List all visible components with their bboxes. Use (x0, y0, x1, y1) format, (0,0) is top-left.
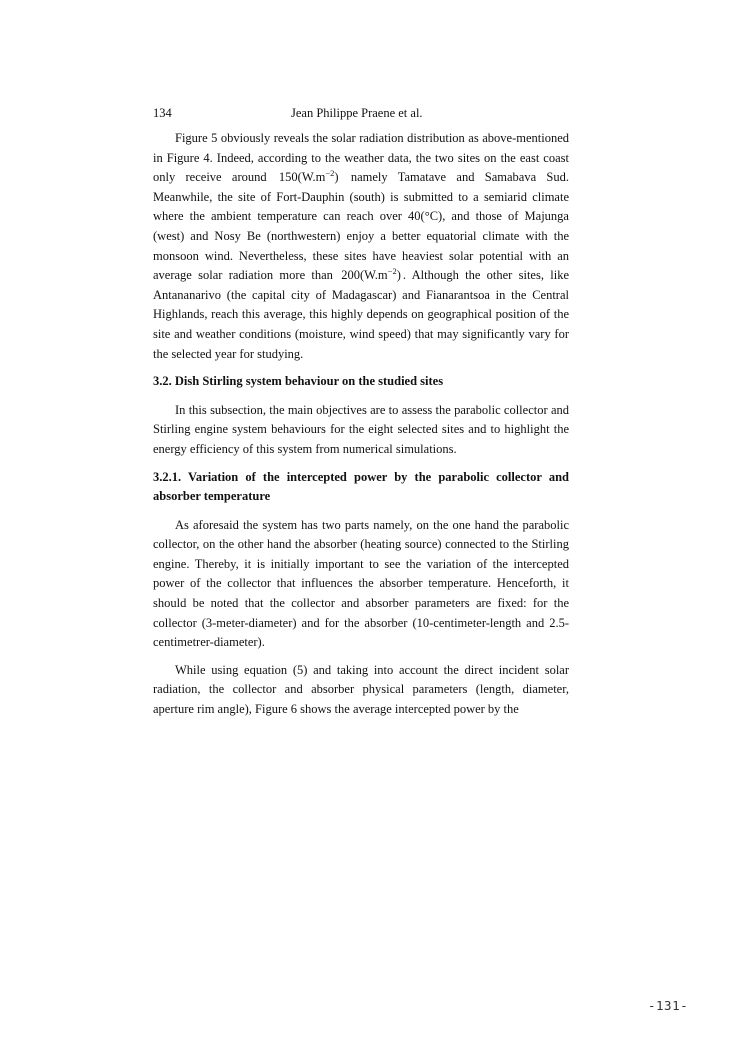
math-unit: W.m (301, 170, 326, 185)
math-value: 200 (341, 268, 360, 283)
math-value: 150 (278, 170, 298, 185)
math-exponent: −2 (325, 168, 335, 179)
paragraph-solar-distribution (153, 129, 569, 364)
paragraph-system-parts: As aforesaid the system has two parts namely, on the one hand the parabolic collector, on the other hand the absorber (heating source) connected to the Stirling engine. Thereby, it is initially important to see the variation of the intercepted power of the collector that influences the absorber temperature. Henceforth, it should be noted that the collector and absorber parameters are fixed: for the collector (3-meter-diameter) and for the absorber (10-centimeter-length and 2.5-centimetrer-diameter). (153, 517, 569, 650)
page-body (153, 129, 569, 729)
running-author: Jean Philippe Praene et al. (291, 106, 423, 120)
paragraph-intercepted-power: While using equation (5) and taking into account the direct incident solar radiation, the collector and absorber physical parameters (length, diameter, aperture rim angle), Figure 6 shows the average intercepted power by the (153, 662, 569, 717)
section-heading-3-2: 3.2. Dish Stirling system behaviour on the studied sites (153, 374, 444, 389)
paragraph-text: Figure 5 obviously reveals the solar radiation distribution as above-mentioned in Figure 4. Indeed, according to the weather data, the two sites on the east coast only receive around (153, 131, 569, 185)
page-footer-marker: -131- (648, 998, 689, 1013)
inline-math-150: $150(W.m^{-2})$ (278, 168, 339, 185)
paragraph-text: namely Tamatave and Samabava Sud. Meanwhile, the site of Fort-Dauphin (south) is submitted to a semiarid climate where the ambient temperature can reach over 40(°C), and those of Majunga (west) and Nosy Be (northwestern) enjoy a better equatorial climate with the monsoon wind. Nevertheless, these sites have heaviest solar potential with an average solar radiation more than (153, 170, 569, 283)
page-number: 134 (153, 106, 172, 120)
inline-math-200: $200(W.m^{-2})$ (341, 266, 401, 283)
paragraph-subsection-objectives: In this subsection, the main objectives are to assess the parabolic collector and Stirling engine system behaviours for the eight selected sites and to highlight the energy efficiency of this system from numerical simulations. (153, 402, 569, 456)
math-exponent: −2 (387, 266, 397, 277)
math-unit: W.m (364, 268, 388, 283)
paragraph-text: . Although the other sites, like Antananarivo (the capital city of Madagascar) and Fianarantsoa in the Central Highlands, reach this average, this highly depends on geographical position of the site and weather conditions (moisture, wind speed) that may significantly vary for the selected year for studying. (153, 268, 570, 361)
section-heading-3-2-1: 3.2.1. Variation of the intercepted power by the parabolic collector and absorber temperature (153, 469, 569, 504)
